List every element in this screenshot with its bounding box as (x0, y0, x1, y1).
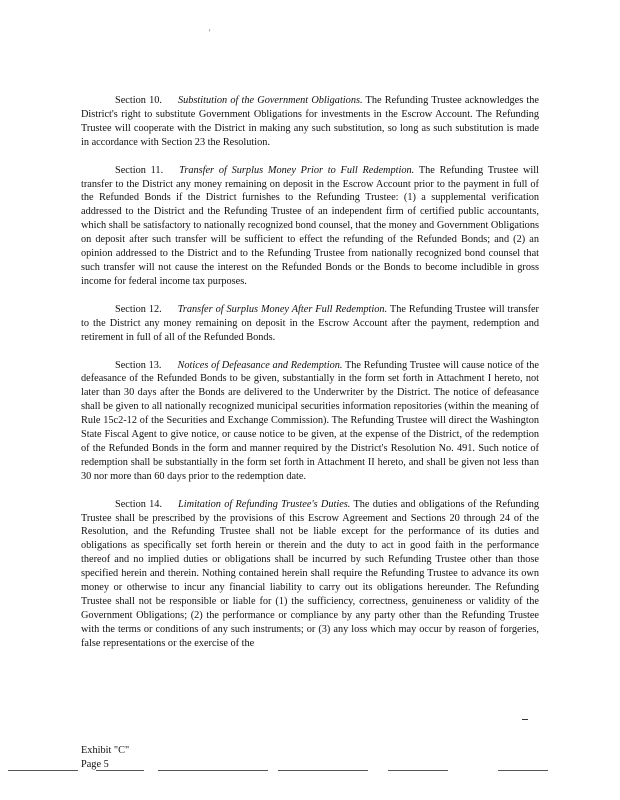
rule-segment (8, 770, 78, 771)
section-body: The Refunding Trustee will cause notice of the defeasance of the Refunded Bonds to be given, substantially in the form set forth in Attachment I hereto, not later than 30 days after the Bonds are delivered to the Underwriter by the District. The notice of defeasance shall be given to all nationally recognized municipal securities information repositories (within the meaning of Rule 15c2-12 of the Securities and Exchange Commission). The Refunding Trustee will direct the Washington State Fiscal Agent to give notice, or cause notice to be given, at the expense of the District, of the redemption of the Refunded Bonds in the form and manner required by the District's Resolution No. 491. Such notice of redemption shall be substantially in the form set forth in Attachment II hereto, and shall be given not less than 30 nor more than 60 days prior to the redemption date. (81, 359, 539, 482)
section-list (81, 94, 539, 665)
section-11 (81, 164, 539, 289)
rule-segment (158, 770, 268, 771)
top-mark: ' (209, 28, 211, 37)
exhibit-label: Exhibit "C" (81, 745, 130, 756)
rule-segment (96, 770, 144, 771)
section-body: The Refunding Trustee will transfer to the District any money remaining on deposit in the Escrow Account prior to the payment in full of the Refunded Bonds if the District furnishes to the Refunding Trustee: (1) a supplemental verification addressed to the District and the Refunding Trustee of an independent firm of certified public accountants, which shall be satisfactory to nationally recognized bond counsel, that the money and Government Obligations on deposit after such transfer will be sufficient to effect the refunding of the Refunded Bonds; and (2) an opinion addressed to the District and to the Refunding Trustee from nationally recognized bond counsel that such transfer will not cause the interest on the Refunded Bonds or the Bonds to become includible in gross income for federal income tax purposes. (81, 164, 539, 287)
section-number: Section 11. (115, 164, 164, 176)
page-number: Page 5 (81, 758, 109, 770)
section-title: Transfer of Surplus Money After Full Redemption. (177, 303, 388, 315)
section-body: The Refunding Trustee will transfer to the District any money remaining on deposit in the Escrow Account after the payment, redemption and retirement in full of all of the Refunded Bonds. (81, 303, 539, 343)
section-13 (81, 359, 539, 484)
section-number: Section 12. (115, 303, 162, 315)
section-number: Section 14. (115, 498, 163, 510)
section-10 (81, 94, 539, 150)
section-body: The Refunding Trustee acknowledges the District's right to substitute Government Obligations for investments in the Escrow Account. The Refunding Trustee will cooperate with the District in making any such substitution, so long as such substitution is made in accordance with Section 23 the Resolution. (81, 95, 539, 148)
section-title: Limitation of Refunding Trustee's Duties. (178, 498, 351, 510)
section-14 (81, 498, 539, 651)
rule-segment (388, 770, 448, 771)
section-number: Section 10. (115, 95, 162, 106)
section-number: Section 13. (115, 359, 162, 371)
section-body: The duties and obligations of the Refunding Trustee shall be prescribed by the provisions of this Escrow Agreement and Sections 20 through 24 of the Resolution, and the Refunding Trustee shall not be liable except for the performance of its duties and obligations as specifically set forth herein or therein and the duty to act in good faith in the performance thereof and no implied duties or obligations shall be incurred by such Refunding Trustee other than those specified herein and therein. Nothing contained herein shall require the Refunding Trustee to advance its own money or otherwise to incur any financial liability to carry out its obligations hereunder. The Refunding Trustee shall not be responsible or liable for (1) the sufficiency, correctness, genuineness or validity of the Government Obligations; (2) the performance or compliance by any party other than the Refunding Trustee with the terms or conditions of any such instruments; or (3) any loss which may occur by reason of forgeries, false representations or the exercise of the (81, 498, 539, 649)
rule-segment (278, 770, 368, 771)
section-title: Transfer of Surplus Money Prior to Full Redemption. (179, 164, 415, 176)
section-title: Notices of Defeasance and Redemption. (177, 359, 343, 371)
page-footer (81, 744, 129, 771)
bottom-rule (8, 770, 612, 771)
margin-mark (522, 719, 528, 720)
section-title: Substitution of the Government Obligations. (177, 95, 363, 106)
rule-segment (498, 770, 548, 771)
section-12 (81, 303, 539, 345)
